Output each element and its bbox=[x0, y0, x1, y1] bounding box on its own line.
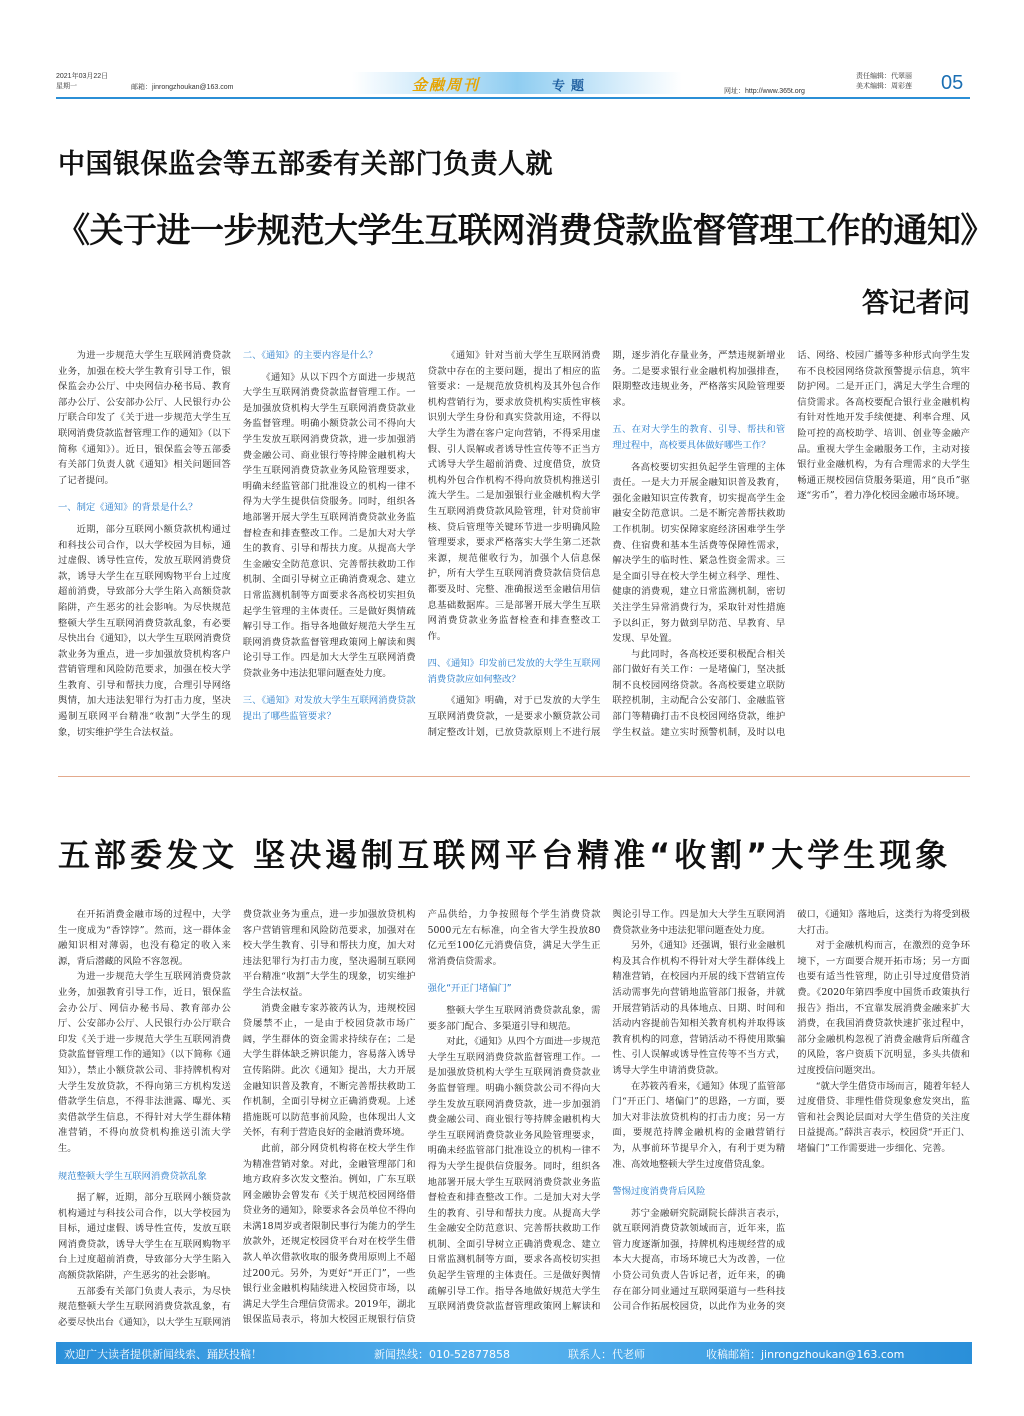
masthead-website: 网址：http://www.365t.org bbox=[724, 88, 805, 95]
article1-subhead-5: 五、在对大学生的教育、引导、帮扶和管理过程中，高校要具体做好哪些工作？ bbox=[612, 424, 786, 451]
editor-name: 责任编辑：代翠丽 bbox=[856, 73, 912, 80]
article1-title-line2: 《关于进一步规范大学生互联网消费贷款监督管理工作的通知》 bbox=[56, 211, 994, 251]
footer-slogan: 欢迎广大读者提供新闻线索、踊跃投稿！ bbox=[64, 1348, 262, 1361]
article1-paragraph-2: 《通知》从以下四个方面进一步规范大学生互联网消费贷款监督管理工作。一是加强放贷机构大学生互联网消费贷款业务监督管理。明确小额贷款公司不得向大学生发放互联网消费贷款，进一步加强消费金融公司、商业银行等持牌金融机构大学生互联网消费贷款业务风险管理要求，明确未经监管部门批准设立的机构一律不得为大学生提供信贷服务。同时，组织各地部署开展大学生互联网消费贷款业务监督检查和排查整改工作。二是加大对大学生的教育、引导和帮扶力度。从提高大学生金融安全防范意识、完善帮扶救助工作机制、全面引导树立正确消费观念、建立日常监测机制等方面要求各高校切实担负起学生管理的主体责任。三是做好舆情疏解引导工作。指导各地做好规范大学生互联网消费贷款监督管理政策网上解读和舆论引导工作。四是加大大学生互联网消费贷款业务中违法犯罪问题查处力度。 bbox=[242, 371, 416, 679]
article2-title: 五部委发文 坚决遏制互联网平台精准“收割”大学生现象 bbox=[58, 836, 952, 874]
article2-paragraph-3: 据了解，近期，部分互联网小额贷款机构通过与科技公司合作，以大学校园为目标，通过虚假、诱导性宣传，发放互联网消费贷款，诱导大学生在互联网购物平台上过度超前消费，导致部分大学生陷入高额贷款陷阱，产生恶劣的社会影响。 bbox=[58, 1192, 231, 1282]
page-number: 05 bbox=[941, 72, 964, 94]
article1-subhead-3: 三、《通知》对发放大学生互联网消费贷款提出了哪些监管要求？ bbox=[242, 695, 416, 723]
article2-subhead-2: 强化“开正门堵偏门” bbox=[427, 983, 512, 995]
section-name: 专题 bbox=[552, 79, 591, 94]
footer-hotline: 新闻热线：010-52877858 bbox=[374, 1348, 510, 1361]
brand-logo: 金融周刊 bbox=[412, 76, 481, 94]
article2-paragraph-8: 对此，《通知》从四个方面进一步规范大学生互联网消费贷款监督管理工作。一是加强放贷机构大学生互联网消费贷款业务监督管理。明确小额贷款公司不得向大学生发放互联网消费贷款，进一步加强消费金融公司、商业银行等持牌金融机构大学生互联网消费贷款业务风险管理要求，明确未经监管部门批准设立的机构一律不得为大学生提供信贷服务。同时，组织各地部署开展大学生互联网消费贷款业务监督检查和排查整改工作。二是加大对大学生的教育、引导和帮扶力度。从提高大学生金融安全防范意识、完善帮扶救助工作机制、全面引导树立正确消费观念、建立日常监测机制等方面，要求各高校切实担负起学生管理的主体责任。三是做好舆情疏解引导工作。指导各地做好规范大学生互联网消费贷款监督管理政策网上解读和舆论引导工作。四是加大大学生互联网消费贷款业务中违法犯罪问题查处力度。 bbox=[427, 909, 786, 1313]
article2-paragraph-10: 在苏筱芮看来，《通知》体现了监管部门“开正门、堵偏门”的思路，一方面，要加大对非法放贷机构的打击力度；另一方面，要规范持牌金融机构的金融营销行为，从事前环节提早介入，有利于更为精准、高效地整顿大学生过度借贷乱象。 bbox=[612, 1080, 786, 1170]
footer-contact: 联系人：代老师 bbox=[568, 1348, 645, 1361]
article2-paragraph-4: 五部委有关部门负责人表示，为尽快规范整顿大学生互联网消费贷款乱象，有必要尽快出台《通知》，以大学生互联网消费贷款业务为重点，进一步加强放贷机构客户营销管理和风险防范要求，加强对在校大学生教育、引导和帮扶力度，加大对违法犯罪行为打击力度，坚决遏制互联网平台精准“收割”大学生的现象，切实维护学生合法权益。 bbox=[58, 909, 416, 1328]
article1-paragraph-1: 近期，部分互联网小额贷款机构通过和科技公司合作，以大学校园为目标，通过虚假、诱导性宣传，发放互联网消费贷款，诱导大学生在互联网购物平台上过度超前消费，导致部分大学生陷入高额贷款陷阱，产生恶劣的社会影响。为尽快规范整顿大学生互联网消费贷款乱象，有必要尽快出台《通知》，以大学生互联网消费贷款业务为重点，进一步加强放贷机构客户营销管理和风险防范要求，加强在校大学生教育、引导和帮扶力度，合理引导网络舆情，加大违法犯罪行为打击力度，坚决遏制互联网平台精准“收割”大学生的现象，切实维护学生合法权益。 bbox=[58, 523, 231, 738]
issue-weekday: 星期一 bbox=[56, 83, 77, 90]
article1-paragraph-3: 《通知》针对当前大学生互联网消费贷款中存在的主要问题，提出了相应的监管要求：一是规范放贷机构及其外包合作机构营销行为，要求放贷机构实质性审核识别大学生身份和真实贷款用途，不得以大学生为潜在客户定向营销，不得采用虚假、引人误解或者诱导性宣传等不正当方式诱导大学生超前消费、过度借贷，放贷机构外包合作机构不得向放贷机构推送引流大学生。二是加强银行业金融机构大学生互联网消费贷款风险管理，针对贷前审核、贷后管理等关键环节进一步明确风险管理要求，要求严格落实大学生第二还款来源，规范催收行为，加强个人信息保护，所有大学生互联网消费贷款信贷信息都要及时、完整、准确报送至金融信用信息基础数据库。三是部署开展大学生互联网消费贷款业务监督检查和排查整改工作。 bbox=[427, 350, 601, 642]
article1-subhead-4: 四、《通知》印发前已发放的大学生互联网消费贷款应如何整改？ bbox=[427, 658, 601, 685]
article2-paragraph-6: 此前，部分网贷机构将在校大学生作为精准营销对象。对此，金融管理部门和地方政府多次发文整治。例如，广东互联网金融协会曾发布《关于规范校园网络借贷业务的通知》，除要求各会员单位不得向未满18周岁或者限制民事行为能力的学生放款外，还规定校园贷平台对在校学生借款人单次借款收取的服务费用原则上不超过200元。另外，为更好“开正门”，一些银行业金融机构陆续进入校园贷市场，以满足大学生合理信贷需求。2019年，湖北银保监局表示，将加大校园正规银行信贷产品供给，力争按照每个学生消费贷款5000元左右标准，向全省大学生投放80亿元至100亿元消费信贷，满足大学生正常消费信贷需求。 bbox=[242, 909, 601, 1326]
article2-paragraph-12: 对于金融机构而言，在激烈的竞争环境下，一方面要合规开拓市场；另一方面也要有适当性管理，防止引导过度借贷消费。《2020年第四季度中国货币政策执行报告》指出，不宜靠发展消费金融来扩大消费，在我国消费贷款快速扩张过程中，部分金融机构忽视了消费金融背后所蕴含的风险，客户资质下沉明显，多头共债和过度授信问题突出。 bbox=[797, 940, 970, 1076]
footer-bar bbox=[56, 1342, 972, 1364]
article1-intro: 为进一步规范大学生互联网消费贷款业务，加强在校大学生教育引导工作，银保监会办公厅、中央网信办秘书局、教育部办公厅、公安部办公厅、人民银行办公厅联合印发了《关于进一步规范大学生互联网消费贷款监督管理工作的通知》（以下简称《通知》）。近日，银保监会等五部委有关部门负责人就《通知》相关问题回答了记者提问。 bbox=[58, 350, 231, 486]
masthead-email: 邮箱：jinrongzhoukan@163.com bbox=[131, 84, 234, 91]
article2-body bbox=[58, 907, 970, 1337]
article1-paragraph-5: 各高校要切实担负起学生管理的主体责任。一是大力开展金融知识普及教育，强化金融知识宣传教育，切实提高学生金融安全防范意识。二是不断完善帮扶救助工作机制。切实保障家庭经济困难学生学费、住宿费和基本生活费等保障性需求，解决学生的临时性、紧急性资金需求。三是全面引导在校大学生树立科学、理性、健康的消费观，建立日常监测机制，密切关注学生异常消费行为，采取针对性措施予以纠正，努力做到早防范、早教育、早发现、早处置。 bbox=[612, 461, 786, 645]
masthead-rule bbox=[56, 97, 970, 99]
article1-paragraph-4: 《通知》明确，对于已发放的大学生互联网消费贷款，一是要求小额贷款公司制定整改计划，已放贷款原则上不进行展期，逐步消化存量业务，严禁违规新增业务。二是要求银行业金融机构加强排查，限期整改违规业务，严格落实风险管理要求。 bbox=[427, 350, 786, 738]
footer-email: 收稿邮箱：jinrongzhoukan@163.com bbox=[706, 1348, 905, 1361]
article1-body bbox=[58, 348, 970, 748]
article2-paragraph-1: 在开拓消费金融市场的过程中，大学生一度成为“香饽饽”。然而，这一群体金融知识相对薄弱，也没有稳定的收入来源，背后潜藏的风险不容忽视。 bbox=[58, 909, 231, 967]
issue-date: 2021年03月22日 bbox=[56, 73, 109, 80]
article2-paragraph-11: 苏宁金融研究院副院长薛洪言表示，就互联网消费贷款领域而言，近年来，监管力度逐渐加强，持牌机构违规经营的成本大大提高，市场环境已大为改善，一位小贷公司负责人告诉记者，近年来，的确存在部分同业通过互联网渠道与一些科技公司合作拓展校园贷，以此作为业务的突破口，《通知》落地后，这类行为将受到极大打击。 bbox=[612, 909, 970, 1313]
article1-title-line1: 中国银保监会等五部委有关部门负责人就 bbox=[58, 149, 553, 180]
masthead-date-block bbox=[56, 72, 108, 92]
article2-subhead-1: 规范整顿大学生互联网消费贷款乱象 bbox=[58, 1170, 207, 1182]
article1-paragraph-6: 与此同时，各高校还要积极配合相关部门做好有关工作：一是堵偏门，坚决抵制不良校园网络贷款。各高校要建立联防联控机制，主动配合公安部门、金融监管部门等精确打击不良校园网络贷款，维护学生权益。建立实时预警机制，及时以电话、网络、校园广播等多种形式向学生发布不良校园网络贷款预警提示信息，筑牢防护网。二是开正门，满足大学生合理的信贷需求。各高校要配合银行业金融机构有针对性地开发手续便捷、利率合理、风险可控的高校助学、培训、创业等金融产品。重视大学生金融服务工作，主动对接银行业金融机构，为有合理需求的大学生畅通正规校园信贷服务渠道，用“良币”驱逐“劣币”，着力净化校园金融市场环境。 bbox=[612, 350, 970, 738]
article1-subhead-2: 二、《通知》的主要内容是什么？ bbox=[242, 350, 378, 361]
article2-paragraph-2: 为进一步规范大学生互联网消费贷款业务，加强教育引导工作，近日，银保监会办公厅、网信办秘书局、教育部办公厅、公安部办公厅、人民银行办公厅联合印发《关于进一步规范大学生互联网消费贷款监督管理工作的通知》（以下简称《通知》），禁止小额贷款公司、非持牌机构对大学生发放贷款，不得向第三方机构发送借款学生信息，不得非法泄露、曝光、买卖借款学生信息，不得针对大学生群体精准营销，不得向放贷机构推送引流大学生。 bbox=[58, 971, 231, 1154]
article1-title-line3: 答记者问 bbox=[862, 288, 970, 319]
art-editor-name: 美术编辑：周彩莲 bbox=[856, 83, 912, 90]
article1-subhead-1: 一、制定《通知》的背景是什么？ bbox=[58, 502, 198, 514]
masthead-banner bbox=[352, 72, 682, 94]
article2-paragraph-5: 消费金融专家苏筱芮认为，违规校园贷屡禁不止，一是由于校园贷款市场广阔，学生群体的资金需求持续存在；二是大学生群体缺乏辨识能力，容易落入诱导宣传陷阱。此次《通知》提出，大力开展金融知识普及教育，不断完善帮扶救助工作机制，全面引导树立正确消费观。上述措施既可以防范事前风险，也体现出人文关怀，有利于营造良好的金融消费环境。 bbox=[242, 1002, 416, 1139]
section-divider bbox=[58, 776, 970, 777]
masthead bbox=[56, 70, 970, 100]
article2-subhead-3: 警惕过度消费背后风险 bbox=[612, 1186, 706, 1198]
article2-paragraph-7: 整顿大学生互联网消费贷款乱象，需要多部门配合、多渠道引导和规范。 bbox=[427, 1004, 601, 1032]
article2-paragraph-13: “就大学生借贷市场而言，随着年轻人过度借贷、非理性借贷现象愈发突出，监管和社会舆论层面对大学生借贷的关注度日益提高。”薛洪言表示，校园贷“开正门、堵偏门”工作需要进一步细化、完善。 bbox=[797, 1080, 970, 1154]
masthead-editors bbox=[856, 72, 912, 92]
article2-paragraph-9: 另外，《通知》还强调，银行业金融机构及其合作机构不得针对大学生群体线上精准营销，在校园内开展的线下营销宣传活动需事先向营销地监管部门报备，并就开展营销活动的具体地点、日期、时间和活动内容提前告知相关教育机构并取得该教育机构的同意，营销活动不得使用欺骗性、引人误解或诱导性宣传等不当方式，诱导大学生申请消费贷款。 bbox=[612, 940, 786, 1076]
